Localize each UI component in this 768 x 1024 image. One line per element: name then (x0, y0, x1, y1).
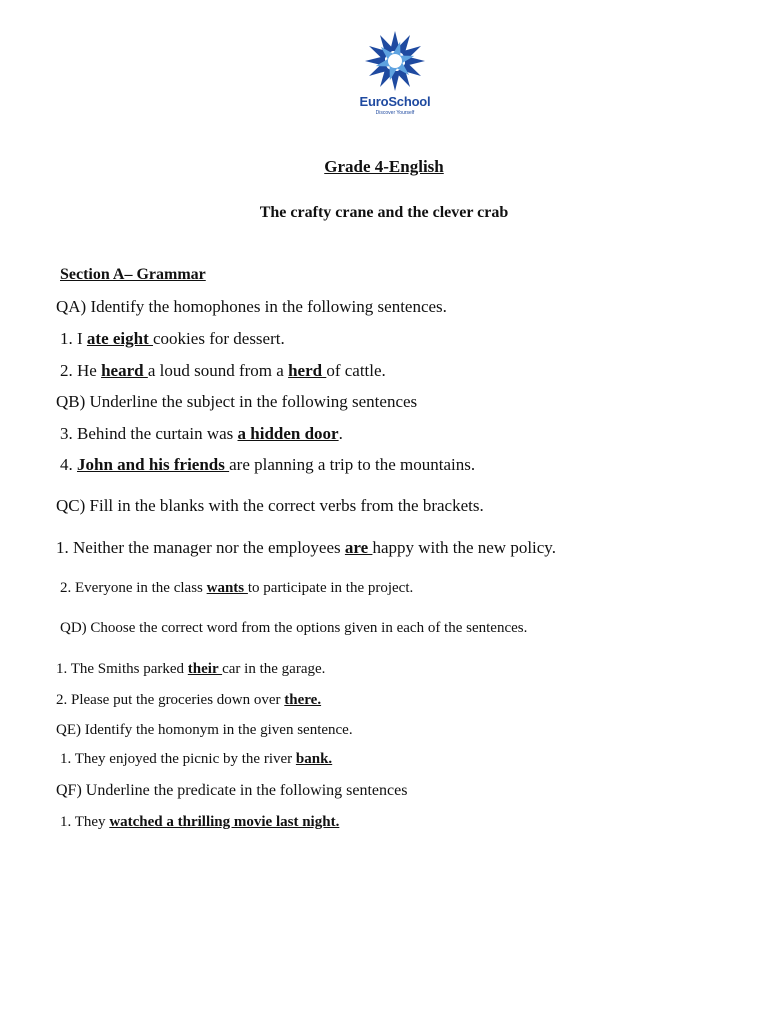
qd-sentence-1 (56, 661, 325, 678)
question-qe: QE) Identify the homonym in the given sentence. (56, 722, 353, 738)
logo-tagline: Discover Yourself (375, 110, 415, 116)
sentence-text: car in the garage. (222, 661, 326, 677)
qb-sentence-3 (60, 424, 343, 444)
answer-text: herd (288, 361, 327, 380)
answer-text: John and his friends (77, 455, 230, 474)
question-qd: QD) Choose the correct word from the options given in each of the sentences. (60, 620, 528, 636)
logo-name: EuroSchool (359, 94, 431, 109)
qb-sentence-4 (60, 455, 475, 475)
answer-text: bank. (295, 751, 333, 767)
qc-sentence-2 (60, 580, 413, 597)
answer-text: heard (101, 361, 148, 380)
story-title: The crafty crane and the clever crab (259, 204, 509, 221)
sentence-text: 1. They enjoyed the picnic by the river (60, 751, 296, 767)
page-title: Grade 4-English (324, 157, 444, 176)
sentence-text: 2. Everyone in the class (60, 580, 207, 596)
sentence-text: a loud sound from a (147, 361, 289, 380)
sentence-text: cookies for dessert. (153, 329, 285, 348)
question-qc: QC) Fill in the blanks with the correct verbs from the brackets. (56, 496, 484, 515)
answer-text: are (344, 538, 373, 557)
answer-text: ate eight (86, 329, 154, 348)
qa-sentence-1 (60, 329, 285, 349)
question-qf: QF) Underline the predicate in the following sentences (56, 782, 408, 799)
answer-text: a hidden door (237, 424, 339, 443)
sentence-text: of cattle. (326, 361, 386, 380)
sentence-text: 3. Behind the curtain was (60, 424, 238, 443)
sentence-text: 1. The Smiths parked (56, 661, 188, 677)
question-qa: QA) Identify the homophones in the following sentences. (56, 297, 447, 316)
answer-text: watched a thrilling movie last night. (109, 814, 340, 830)
answer-text: their (187, 661, 223, 677)
sentence-text: to participate in the project. (247, 580, 414, 596)
qe-sentence-1 (60, 751, 332, 768)
sentence-text: 1. Neither the manager nor the employees (56, 538, 345, 557)
sentence-text: 1. They (60, 814, 110, 830)
qa-sentence-2 (60, 361, 386, 381)
sentence-text: . (338, 424, 343, 443)
qf-sentence-1 (60, 814, 339, 831)
answer-text: wants (206, 580, 248, 596)
sentence-text: happy with the new policy. (372, 538, 556, 557)
question-qb: QB) Underline the subject in the following sentences (56, 392, 418, 411)
qc-sentence-1 (56, 538, 556, 558)
answer-text: there. (284, 692, 322, 708)
sentence-text: are planning a trip to the mountains. (229, 455, 476, 474)
sentence-text: 4. (60, 455, 77, 474)
sentence-text: 2. Please put the groceries down over (56, 692, 285, 708)
sentence-text: 1. I (60, 329, 87, 348)
euroschool-logo (340, 30, 450, 122)
sentence-text: 2. He (60, 361, 102, 380)
qd-sentence-2 (56, 692, 321, 709)
section-heading: Section A– Grammar (60, 266, 206, 283)
star-burst-logo-icon (350, 30, 440, 92)
